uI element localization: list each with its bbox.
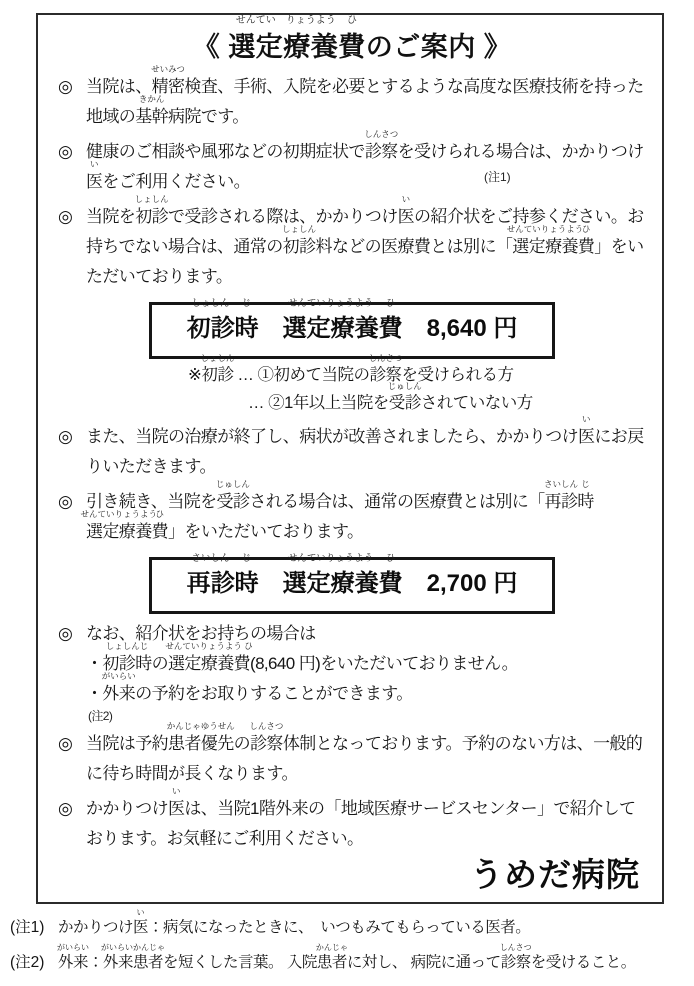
bullet-revisit bbox=[58, 478, 646, 547]
notice-border-box bbox=[36, 13, 664, 904]
footnote-1-label: (注1) bbox=[10, 919, 45, 936]
footnote-2-label: (注2) bbox=[10, 954, 45, 971]
revisit-fee-box bbox=[149, 553, 555, 614]
double-circle-bullet-icon: ◎ bbox=[58, 77, 73, 96]
double-circle-bullet-icon: ◎ bbox=[58, 142, 73, 161]
bullet-family-doctor bbox=[58, 128, 646, 197]
bullet-reservation-priority bbox=[58, 720, 646, 789]
footnote-1 bbox=[10, 907, 686, 941]
double-circle-bullet-icon: ◎ bbox=[58, 624, 73, 643]
bullet-first-visit-text: 当院を初診 しょしん で受診される際は、かかりつけ医 い の紹介状をご持参ください。お持ちでない場合は、通常の初診 しょしん 料などの医療費とは別に「選定療養 せんていりょうよう 費 ひ 」をいただいております。 bbox=[86, 193, 644, 286]
double-circle-bullet-icon: ◎ bbox=[58, 734, 73, 753]
first-visit-fee-amount: 初診 しょしん 時 じ 選定療養 せんていりょうよう 費 ひ 8,640 円 bbox=[186, 298, 518, 342]
first-visit-fee-box bbox=[149, 298, 555, 359]
footnote-2-text: 外来 がいらい ：外来患者 がいらいかんじゃ を短くした言葉。 入院患者 かんじゃ に対し、 病院に通って診察 しんさつ を受けること。 bbox=[57, 942, 636, 971]
document-title: 《 選定 せんてい 療養 りょうよう 費 ひ のご案内 》 bbox=[192, 15, 512, 62]
first-visit-definition-line2: … ②1年以上当院を受診 じゅしん されていない方 bbox=[248, 380, 533, 412]
bullet-family-doctor-text: 健康のご相談や風邪などの初期症状で診察 しんさつ を受けられる場合は、かかりつけ医 い をご利用ください。 (注1) bbox=[86, 128, 644, 191]
bullet-reservation-priority-text: 当院は予約患者優先 かんじゃゆうせん の診察 しんさつ 体制となっております。予約のない方は、一般的に待ち時間が長くなります。 bbox=[86, 720, 643, 783]
footnote-2 bbox=[10, 942, 686, 976]
double-circle-bullet-icon: ◎ bbox=[58, 492, 73, 511]
notice-page bbox=[0, 13, 694, 986]
double-circle-bullet-icon: ◎ bbox=[58, 799, 73, 818]
bullet-base-hospital-text: 当院は、精密 せいみつ 検査、手術、入院を必要とするような高度な医療技術を持った地域の基幹 きかん 病院です。 bbox=[86, 63, 644, 126]
bullet-referral-letter-text bbox=[86, 619, 646, 724]
footnote-ref-2: (注2) bbox=[88, 709, 113, 723]
bullet-base-hospital bbox=[58, 63, 646, 132]
first-visit-definition bbox=[188, 352, 646, 417]
referral-letter-lines: なお、紹介状をお持ちの場合は ・初診時 しょしんじ の選定療養費 せんていりょうよう ひ (8,640 円)をいただいておりません。 ・外来 がいらい の予約をお取りすることができます。 bbox=[86, 624, 519, 703]
first-visit-definition-line1: ※初診 しょしん … ①初めて当院の診察 しんさつ を受けられる方 bbox=[188, 352, 514, 384]
bullet-revisit-text: 引き続き、当院を受診 じゅしん される場合は、通常の医療費とは別に「再診 さいしん 時 じ 選定療養 せんていりょうよう 費 ひ 」をいただいております。 bbox=[80, 478, 594, 541]
revisit-fee-amount: 再診 さいしん 時 じ 選定療養 せんていりょうよう 費 ひ 2,700 円 bbox=[186, 553, 518, 597]
bullet-return-doctor bbox=[58, 413, 646, 482]
double-circle-bullet-icon: ◎ bbox=[58, 427, 73, 446]
bullet-first-visit bbox=[58, 193, 646, 292]
double-circle-bullet-icon: ◎ bbox=[58, 207, 73, 226]
bullet-return-doctor-text: また、当院の治療が終了し、病状が改善されましたら、かかりつけ医 い にお戻りいただきます。 bbox=[86, 413, 644, 476]
bullet-service-center bbox=[58, 785, 646, 854]
bullet-service-center-text: かかりつけ医 い は、当院1階外来の「地域医療サービスセンター」で紹介しております。お気軽にご利用ください。 bbox=[86, 785, 636, 848]
bullet-referral-letter bbox=[58, 619, 646, 724]
footnote-1-text: かかりつけ医 い ：病気になったときに、 いつもみてもらっている医者。 bbox=[58, 907, 531, 936]
hospital-name: うめだ病院 bbox=[470, 856, 640, 893]
footnotes bbox=[10, 907, 686, 976]
